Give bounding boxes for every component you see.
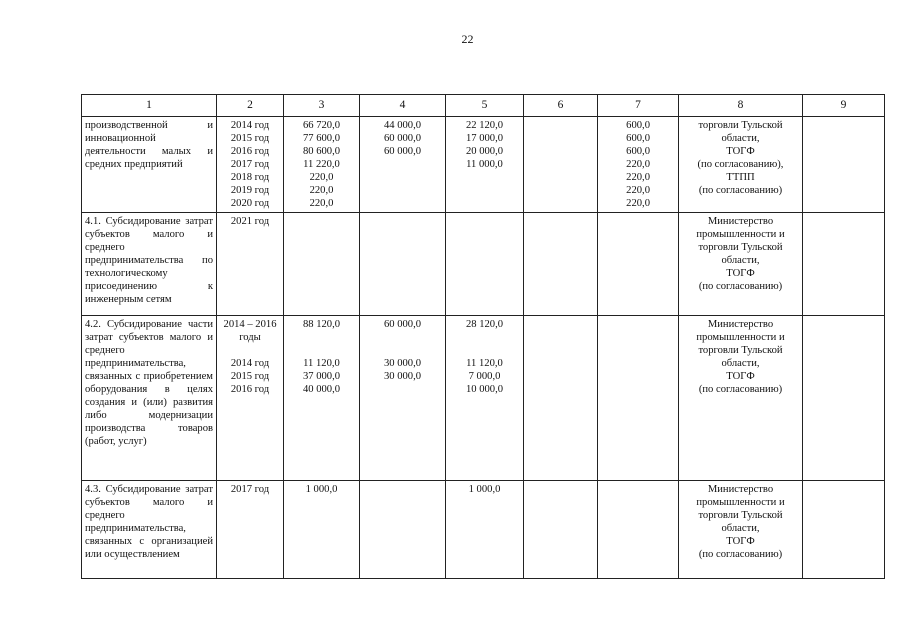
period-cell: 2017 год bbox=[217, 481, 284, 579]
col5-cell: 28 120,0 11 120,0 7 000,0 10 000,0 bbox=[446, 316, 524, 481]
executor-cell: Министерство промышленности и торговли Тульской области, ТОГФ (по согласованию) bbox=[679, 481, 803, 579]
table-row bbox=[82, 481, 885, 579]
column-header: 8 bbox=[679, 95, 803, 117]
table-row bbox=[82, 316, 885, 481]
col4-cell bbox=[360, 481, 446, 579]
table-row bbox=[82, 213, 885, 316]
total-cell bbox=[284, 213, 360, 316]
col5-cell: 22 120,0 17 000,0 20 000,0 11 000,0 bbox=[446, 117, 524, 213]
column-header: 7 bbox=[598, 95, 679, 117]
col6-cell bbox=[524, 117, 598, 213]
col5-cell bbox=[446, 213, 524, 316]
column-header: 9 bbox=[803, 95, 885, 117]
col6-cell bbox=[524, 481, 598, 579]
col4-cell: 60 000,0 30 000,0 30 000,0 bbox=[360, 316, 446, 481]
total-cell: 1 000,0 bbox=[284, 481, 360, 579]
table-row bbox=[82, 117, 885, 213]
measure-name-cell: 4.3. Субсидирование затрат субъектов малого и среднего предпринимательства, связанных с организацией или осуществлением bbox=[82, 481, 217, 579]
executor-cell: Министерство промышленности и торговли Тульской области, ТОГФ (по согласованию) bbox=[679, 213, 803, 316]
total-cell: 88 120,0 11 120,0 37 000,0 40 000,0 bbox=[284, 316, 360, 481]
column-header: 4 bbox=[360, 95, 446, 117]
col6-cell bbox=[524, 213, 598, 316]
executor-cell: Министерство промышленности и торговли Тульской области, ТОГФ (по согласованию) bbox=[679, 316, 803, 481]
col9-cell bbox=[803, 213, 885, 316]
measures-table bbox=[81, 94, 885, 579]
col9-cell bbox=[803, 316, 885, 481]
col7-cell bbox=[598, 213, 679, 316]
column-header: 3 bbox=[284, 95, 360, 117]
column-header: 2 bbox=[217, 95, 284, 117]
period-cell: 2014 год 2015 год 2016 год 2017 год 2018 год 2019 год 2020 год bbox=[217, 117, 284, 213]
col4-cell bbox=[360, 213, 446, 316]
column-header: 6 bbox=[524, 95, 598, 117]
executor-cell: торговли Тульской области, ТОГФ (по согласованию), ТТПП (по согласованию) bbox=[679, 117, 803, 213]
col9-cell bbox=[803, 117, 885, 213]
col9-cell bbox=[803, 481, 885, 579]
col7-cell: 600,0 600,0 600,0 220,0 220,0 220,0 220,0 bbox=[598, 117, 679, 213]
col7-cell bbox=[598, 481, 679, 579]
measure-name-cell: производственной и инновационной деятельности малых и средних предприятий bbox=[82, 117, 217, 213]
measure-name-cell: 4.1. Субсидирование затрат субъектов малого и среднего предпринимательства по технологическому присоединению к инженерным сетям bbox=[82, 213, 217, 316]
measure-name-cell: 4.2. Субсидирование части затрат субъектов малого и среднего предпринимательства, связанных с приобретением оборудования в целях создания и (или) развития либо модернизации производства товаров (работ, услуг) bbox=[82, 316, 217, 481]
col5-cell: 1 000,0 bbox=[446, 481, 524, 579]
col7-cell bbox=[598, 316, 679, 481]
period-cell: 2021 год bbox=[217, 213, 284, 316]
col4-cell: 44 000,0 60 000,0 60 000,0 bbox=[360, 117, 446, 213]
period-cell: 2014 – 2016 годы 2014 год 2015 год 2016 год bbox=[217, 316, 284, 481]
total-cell: 66 720,0 77 600,0 80 600,0 11 220,0 220,0 220,0 220,0 bbox=[284, 117, 360, 213]
column-header: 5 bbox=[446, 95, 524, 117]
col6-cell bbox=[524, 316, 598, 481]
page-number: 22 bbox=[461, 32, 474, 46]
header-row bbox=[82, 95, 885, 117]
column-header: 1 bbox=[82, 95, 217, 117]
